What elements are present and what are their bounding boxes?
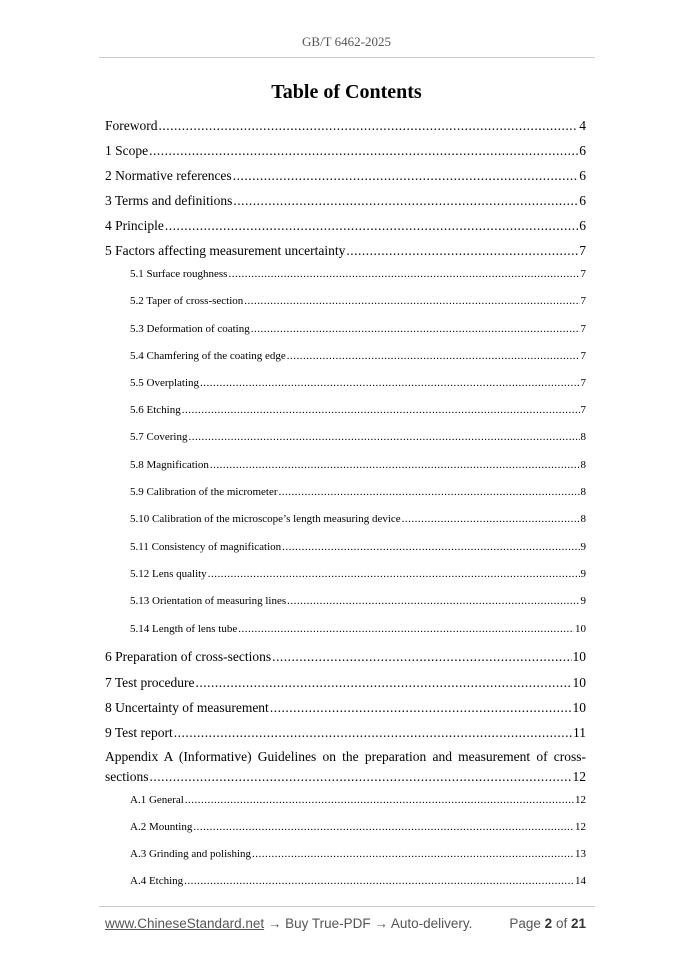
dot-leader — [228, 268, 579, 280]
website-link[interactable]: www.ChineseStandard.net — [105, 916, 265, 931]
toc-page-number: 7 — [580, 377, 586, 389]
toc-page-number: 8 — [580, 513, 586, 525]
toc-page-number: 10 — [572, 649, 586, 664]
toc-entry-label: 5 Factors affecting measurement uncertainty — [105, 243, 346, 258]
toc-page-number: 9 — [580, 568, 586, 580]
toc-entry-label: 5.2 Taper of cross-section — [130, 295, 244, 307]
dot-leader — [270, 700, 572, 716]
toc-page-number: 14 — [575, 875, 586, 887]
toc-entry-label: 5.9 Calibration of the micrometer — [130, 486, 278, 498]
toc-entry-label: 5.1 Surface roughness — [130, 268, 228, 280]
dot-leader — [193, 821, 574, 833]
dot-leader — [233, 193, 578, 209]
toc-entry[interactable] — [130, 541, 586, 553]
toc-entry[interactable] — [130, 794, 586, 806]
toc-entry-label: 4 Principle — [105, 218, 164, 233]
dot-leader — [208, 568, 580, 580]
toc-page-number: 6 — [579, 143, 586, 158]
dot-leader — [196, 675, 572, 691]
toc-entry[interactable] — [130, 323, 586, 335]
toc-entry-label: 5.14 Length of lens tube — [130, 623, 238, 635]
toc-entry[interactable] — [130, 848, 586, 860]
toc-entry-label: 5.10 Calibration of the microscope’s length measuring device — [130, 513, 401, 525]
dot-leader — [159, 118, 579, 134]
dot-leader — [272, 649, 571, 665]
toc-page-number: 7 — [580, 350, 586, 362]
dot-leader — [402, 513, 580, 525]
toc-entry-label: 1 Scope — [105, 143, 149, 158]
toc-page-number: 6 — [579, 218, 586, 233]
promo-text: → Buy True-PDF → Auto-delivery. — [264, 916, 473, 931]
toc-page-number: 4 — [579, 118, 586, 133]
toc-page-number: 10 — [572, 700, 586, 715]
toc-page-number: 11 — [573, 725, 586, 740]
toc-page-number: 10 — [572, 675, 586, 690]
dot-leader — [279, 486, 580, 498]
toc-page-number: 6 — [579, 168, 586, 183]
toc-page-number: 12 — [575, 794, 586, 806]
dot-leader — [252, 848, 574, 860]
toc-entry[interactable] — [130, 404, 586, 416]
toc-entry-label: 9 Test report — [105, 725, 173, 740]
dot-leader — [188, 431, 579, 443]
dot-leader — [251, 323, 580, 335]
toc-entry-wrapped-line[interactable]: Appendix A (Informative) Guidelines on the preparation and measurement of cross- — [105, 749, 586, 764]
dot-leader — [184, 875, 574, 887]
toc-entry[interactable] — [130, 377, 586, 389]
toc-page-number: 8 — [580, 431, 586, 443]
toc-entry-label: 8 Uncertainty of measurement — [105, 700, 269, 715]
toc-entry[interactable] — [105, 118, 586, 134]
toc-entry[interactable] — [130, 486, 586, 498]
toc-entry[interactable] — [105, 143, 586, 159]
toc-entry[interactable] — [130, 513, 586, 525]
toc-entry-label: 7 Test procedure — [105, 675, 195, 690]
dot-leader — [165, 218, 578, 234]
header-divider — [99, 57, 595, 58]
dot-leader — [182, 404, 580, 416]
toc-entry-label: 5.4 Chamfering of the coating edge — [130, 350, 286, 362]
toc-entry-label: sections — [105, 769, 149, 784]
toc-page-number: 6 — [579, 193, 586, 208]
dot-leader — [287, 350, 580, 362]
toc-entry[interactable] — [130, 821, 586, 833]
toc-entry[interactable] — [130, 623, 586, 635]
toc-page-number: 9 — [580, 595, 586, 607]
toc-entry[interactable] — [130, 568, 586, 580]
toc-page-number: 10 — [575, 623, 586, 635]
toc-entry[interactable] — [105, 168, 586, 184]
toc-entry[interactable] — [105, 193, 586, 209]
toc-entry-label: A.3 Grinding and polishing — [130, 848, 251, 860]
dot-leader — [238, 623, 574, 635]
dot-leader — [149, 143, 578, 159]
toc-entry[interactable] — [105, 769, 586, 785]
toc-entry-label: A.4 Etching — [130, 875, 184, 887]
toc-entry-label: 5.12 Lens quality — [130, 568, 207, 580]
toc-entry[interactable] — [105, 218, 586, 234]
page-indicator: Page 2 of 21 — [509, 916, 586, 931]
toc-entry-label: 3 Terms and definitions — [105, 193, 233, 208]
document-id-header: GB/T 6462-2025 — [302, 34, 391, 49]
toc-entry[interactable] — [130, 595, 586, 607]
toc-page-number: 7 — [580, 323, 586, 335]
toc-entry[interactable] — [105, 725, 586, 741]
dot-leader — [233, 168, 579, 184]
dot-leader — [287, 595, 579, 607]
toc-entry-label: 6 Preparation of cross-sections — [105, 649, 272, 664]
toc-page-number: 12 — [575, 821, 586, 833]
toc-entry[interactable] — [105, 700, 586, 716]
toc-entry-label: 5.8 Magnification — [130, 459, 209, 471]
toc-entry[interactable] — [105, 243, 586, 259]
toc-page-number: 7 — [579, 243, 586, 258]
toc-entry-label: A.1 General — [130, 794, 184, 806]
toc-entry[interactable] — [130, 431, 586, 443]
toc-page-number: 7 — [580, 295, 586, 307]
footer — [105, 916, 586, 931]
toc-entry-label: 5.7 Covering — [130, 431, 188, 443]
toc-entry[interactable] — [130, 350, 586, 362]
dot-leader — [282, 541, 579, 553]
toc-entry-label: 5.5 Overplating — [130, 377, 200, 389]
toc-entry[interactable] — [105, 649, 586, 665]
dot-leader — [200, 377, 579, 389]
dot-leader — [150, 769, 572, 785]
toc-page-number: 7 — [580, 404, 586, 416]
toc-entry[interactable] — [130, 875, 586, 887]
page-title: Table of Contents — [271, 81, 422, 103]
toc-page-number: 12 — [572, 769, 586, 784]
footer-divider — [99, 906, 595, 907]
dot-leader — [174, 725, 572, 741]
toc-entry[interactable] — [105, 675, 586, 691]
toc-entry[interactable] — [130, 295, 586, 307]
toc-entry-label: A.2 Mounting — [130, 821, 193, 833]
toc-entry-label: 5.13 Orientation of measuring lines — [130, 595, 287, 607]
toc-entry-label: 5.6 Etching — [130, 404, 181, 416]
toc-entry-label: 2 Normative references — [105, 168, 232, 183]
toc-entry-label: Foreword — [105, 118, 158, 133]
toc-entry-label: 5.11 Consistency of magnification — [130, 541, 282, 553]
toc-page-number: 9 — [580, 541, 586, 553]
toc-page-number: 13 — [575, 848, 586, 860]
toc-entry-label: 5.3 Deformation of coating — [130, 323, 250, 335]
dot-leader — [185, 794, 574, 806]
dot-leader — [210, 459, 580, 471]
toc-entry[interactable] — [130, 268, 586, 280]
toc-page-number: 8 — [580, 486, 586, 498]
toc-entry[interactable] — [130, 459, 586, 471]
toc-page-number: 8 — [580, 459, 586, 471]
toc-page-number: 7 — [580, 268, 586, 280]
dot-leader — [346, 243, 578, 259]
dot-leader — [244, 295, 579, 307]
